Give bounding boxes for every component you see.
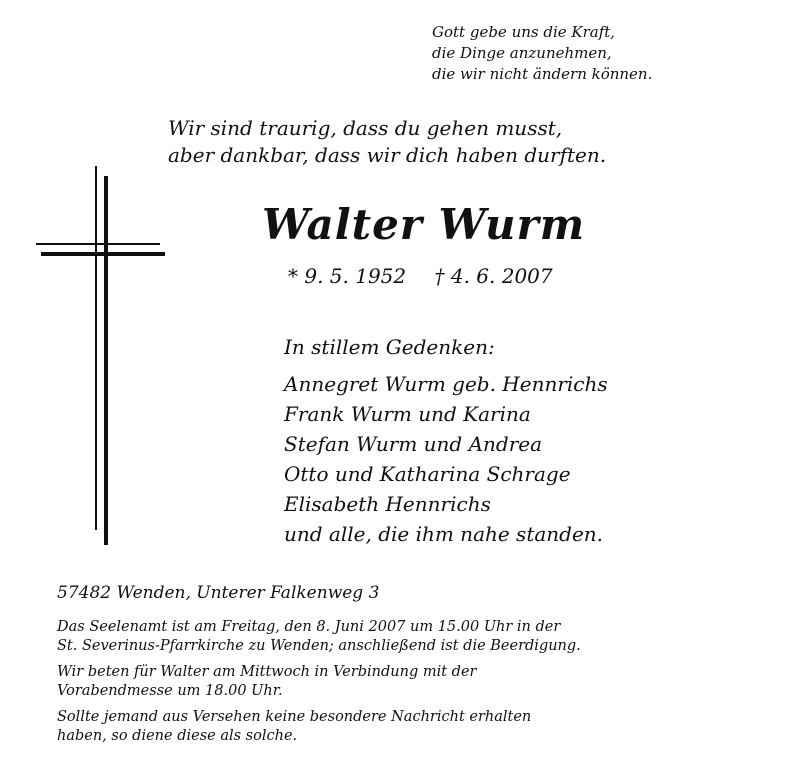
mourners-list	[284, 332, 608, 549]
intro-line: Wir sind traurig, dass du gehen musst,	[168, 116, 563, 140]
life-dates	[288, 264, 575, 288]
mourners-heading: In stillem Gedenken:	[284, 335, 495, 359]
deceased-name: Walter Wurm	[262, 200, 586, 249]
quote	[432, 22, 652, 85]
address: 57482 Wenden, Unterer Falkenweg 3	[57, 583, 380, 603]
birth-date: * 9. 5. 1952	[288, 264, 407, 288]
mourner-name: Frank Wurm und Karina	[284, 402, 531, 426]
mourner-name: Annegret Wurm geb. Hennrichs	[284, 372, 608, 396]
mourner-name: und alle, die ihm nahe standen.	[284, 522, 604, 546]
notice-line: Sollte jemand aus Versehen keine besondere Nachricht erhalten	[57, 709, 532, 725]
notice-line: Vorabendmesse um 18.00 Uhr.	[57, 683, 283, 699]
mourner-name: Elisabeth Hennrichs	[284, 492, 491, 516]
intro-text	[168, 115, 606, 169]
notice-line: haben, so diene diese als solche.	[57, 728, 298, 744]
notice-line: Das Seelenamt ist am Freitag, den 8. Juni 2007 um 15.00 Uhr in der	[57, 619, 561, 635]
notice-line: Wir beten für Walter am Mittwoch in Verbindung mit der	[57, 664, 477, 680]
quote-line: Gott gebe uns die Kraft,	[432, 23, 616, 41]
quote-line: die wir nicht ändern können.	[432, 65, 653, 83]
notices	[57, 611, 757, 753]
mourner-name: Otto und Katharina Schrage	[284, 462, 571, 486]
quote-line: die Dinge anzunehmen,	[432, 44, 612, 62]
death-date: † 4. 6. 2007	[434, 264, 553, 288]
notice-line: St. Severinus-Pfarrkirche zu Wenden; anschließend ist die Beerdigung.	[57, 638, 581, 654]
mourner-name: Stefan Wurm und Andrea	[284, 432, 543, 456]
intro-line: aber dankbar, dass wir dich haben durften.	[168, 143, 607, 167]
